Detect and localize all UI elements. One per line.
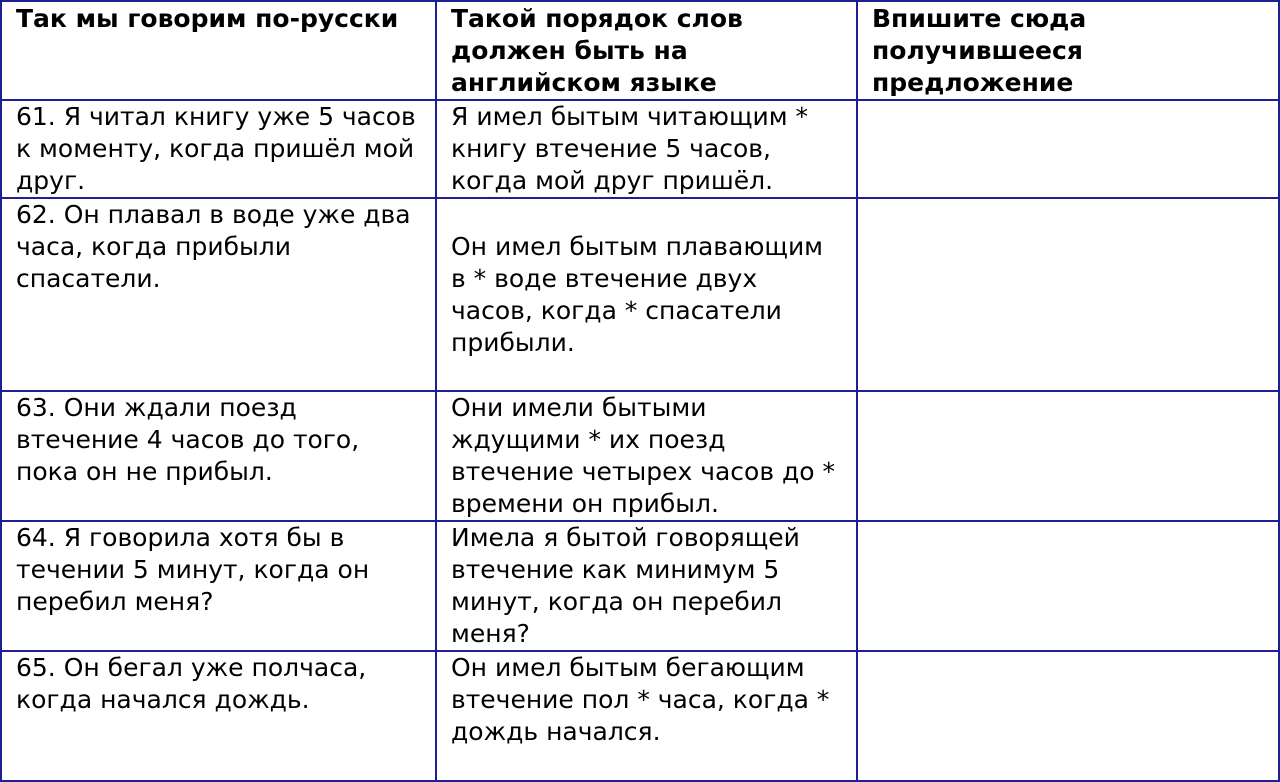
answer-cell[interactable]	[857, 198, 1279, 391]
russian-sentence: 63. Они ждали поезд втечение 4 часов до того, пока он не прибыл.	[1, 391, 436, 521]
table-header-row	[1, 1, 1279, 100]
answer-cell[interactable]	[857, 651, 1279, 781]
table-row	[1, 651, 1279, 781]
russian-sentence: 65. Он бегал уже полчаса, когда начался дождь.	[1, 651, 436, 781]
english-word-order: Имела я бытой говорящей втечение как минимум 5 минут, когда он перебил меня?	[436, 521, 857, 651]
table-row	[1, 391, 1279, 521]
answer-cell[interactable]	[857, 521, 1279, 651]
header-russian: Так мы говорим по-русски	[1, 1, 436, 100]
table-row	[1, 198, 1279, 391]
russian-sentence: 64. Я говорила хотя бы в течении 5 минут, когда он перебил меня?	[1, 521, 436, 651]
header-english-order: Такой порядок слов должен быть на английском языке	[436, 1, 857, 100]
english-word-order: Они имели бытыми ждущими * их поезд втечение четырех часов до * времени он прибыл.	[436, 391, 857, 521]
table-row	[1, 100, 1279, 198]
answer-cell[interactable]	[857, 100, 1279, 198]
header-answer: Впишите сюда получившееся предложение	[857, 1, 1279, 100]
english-word-order: Он имел бытым плавающим в * воде втечение двух часов, когда * спасатели прибыли.	[436, 198, 857, 391]
russian-sentence: 61. Я читал книгу уже 5 часов к моменту, когда пришёл мой друг.	[1, 100, 436, 198]
english-word-order: Он имел бытым бегающим втечение пол * часа, когда * дождь начался.	[436, 651, 857, 781]
answer-cell[interactable]	[857, 391, 1279, 521]
russian-sentence: 62. Он плавал в воде уже два часа, когда прибыли спасатели.	[1, 198, 436, 391]
table-row	[1, 521, 1279, 651]
english-word-order: Я имел бытым читающим * книгу втечение 5 часов, когда мой друг пришёл.	[436, 100, 857, 198]
